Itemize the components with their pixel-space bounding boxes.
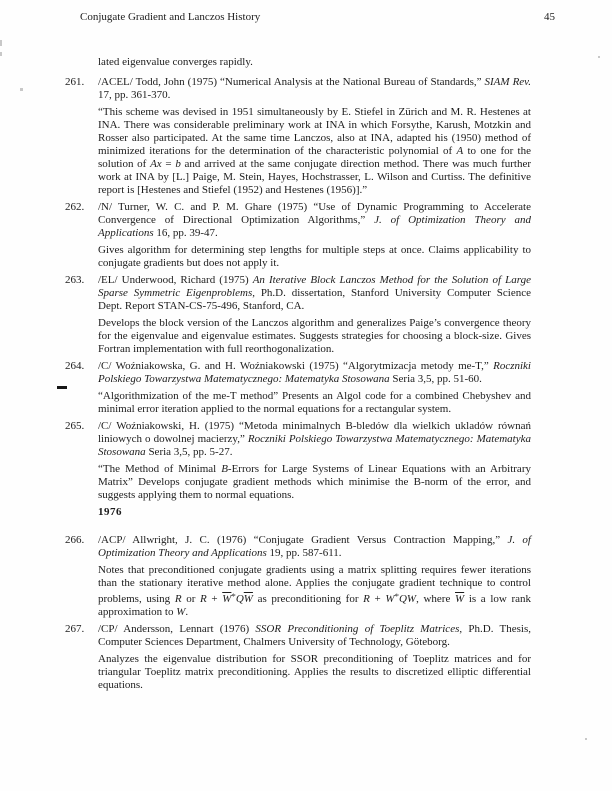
text-segment: /C/ Woźniakowska, G. and H. Woźniakowski (1975) “Algorytmizacja metody me-T,” (98, 360, 494, 372)
text-segment: 16, pp. 39-47. (153, 227, 218, 239)
text-segment: /EL/ Underwood, Richard (1975) (98, 274, 253, 286)
page-header (80, 11, 555, 24)
text-segment: 19, pp. 587-611. (266, 547, 342, 559)
text-segment: Q (235, 593, 244, 605)
entry-reference (98, 420, 531, 459)
bibliography-content (65, 56, 531, 696)
text-segment: Roczniki Polskiego Towarzystwa Matematycznego: Matematyka Stosowana (98, 433, 531, 458)
text-segment: -Errors for Large Systems of Linear Equations with an Arbitrary Matrix” Develops conjugate gradient methods which minimise the B-norm of the error, and suggests applying them to normal equations. (98, 463, 531, 501)
entry-reference (98, 623, 531, 649)
text-segment: Seria 3,5, pp. 51-60. (389, 373, 482, 385)
running-title: Conjugate Gradient and Lanczos History (80, 11, 261, 23)
text-segment: B (221, 463, 228, 475)
bibliography-sections (65, 76, 531, 692)
scan-speck (20, 88, 23, 91)
bibliography-entry (65, 76, 531, 197)
entry-number: 267. (65, 623, 85, 635)
text-segment: + (206, 593, 223, 605)
text-segment: Seria 3,5, pp. 5-27. (145, 446, 233, 458)
text-segment: Develops the block version of the Lanczos algorithm and generalizes Paige’s convergence theory for the eigenvalue and eigenvalue estimates. Suggests strategies for choosing a block-size. Gives Fortran implementation with full reorthogonalization. (98, 317, 531, 355)
text-segment: as preconditioning for (252, 593, 364, 605)
bibliography-entry (65, 623, 531, 692)
page-number: 45 (544, 11, 555, 23)
text-segment: Ax (150, 158, 162, 170)
text-segment: . (185, 606, 189, 618)
text-segment: /ACEL/ Todd, John (1975) “Numerical Analysis at the National Bureau of Standards,” (98, 76, 485, 88)
text-segment: /C/ Woźniakowski, H. (1975) “Metoda minimalnych B-bledów dla wielkich ukladów równań liniowych o dowolnej macierzy,” (98, 420, 531, 445)
bibliography-entry (65, 420, 531, 502)
entry-number: 266. (65, 534, 85, 546)
text-segment: R (363, 593, 370, 605)
entry-reference (98, 76, 531, 102)
text-segment: W (385, 593, 395, 605)
entry-reference (98, 201, 531, 240)
entry-annotation (98, 317, 531, 356)
text-segment: * (394, 591, 399, 601)
text-segment: R (200, 593, 207, 605)
bibliography-entry (65, 201, 531, 270)
bibliography-entry (65, 534, 531, 619)
text-segment: W (176, 606, 186, 618)
entry-reference (98, 274, 531, 313)
text-segment: “The Method of Minimal (98, 463, 222, 475)
scan-mark-dash (57, 386, 67, 389)
text-segment: $\overline{W}$ (222, 593, 232, 605)
scan-speck (598, 56, 600, 58)
text-segment: is a low rank approximation to (98, 593, 531, 618)
entry-number: 265. (65, 420, 85, 432)
text-segment: to one for the solution of (98, 145, 531, 170)
entry-annotation (98, 463, 531, 502)
scan-speck (0, 52, 2, 56)
text-segment: , Ph.D. dissertation, Stanford University Computer Science Dept. Report STAN-CS-75-496, Stanford, CA. (98, 287, 531, 312)
text-segment: * (231, 591, 236, 601)
entry-reference (98, 534, 531, 560)
text-segment: J. of Optimization Theory and Applications (98, 214, 531, 239)
entry-annotation (98, 106, 531, 197)
text-segment: Gives algorithm for determining step lengths for multiple steps at once. Claims applicability to conjugate gradients but does not apply it. (98, 244, 531, 269)
entry-reference (98, 360, 531, 386)
entry-annotation (98, 564, 531, 619)
text-segment: W (406, 593, 417, 605)
text-segment: , where (416, 593, 455, 605)
entry-number: 263. (65, 274, 85, 286)
bibliography-entry (65, 360, 531, 416)
text-segment: Notes that preconditioned conjugate gradients using a matrix splitting requires fewer iterations than the stationary iterative method alone. Applies the conjugate gradient technique to control problems, using (98, 564, 531, 605)
text-segment: R (174, 593, 182, 605)
scan-speck (585, 738, 587, 740)
text-segment: + (369, 593, 386, 605)
text-segment: $\overline{W}$ (243, 593, 253, 605)
entry-number: 261. (65, 76, 85, 88)
text-segment: “Algorithmization of the me-T method” Presents an Algol code for a combined Chebyshev and minimal error iteration applied to the normal equations for a rectangular system. (98, 390, 531, 415)
text-segment: /CP/ Andersson, Lennart (1976) (98, 623, 256, 635)
carryover-sentence: lated eigenvalue converges rapidly. (98, 56, 253, 68)
text-segment: /N/ Turner, W. C. and P. M. Ghare (1975) “Use of Dynamic Programming to Accelerate Convergence of Directional Optimization Algorithms,” (98, 201, 531, 226)
bibliography-entry (65, 274, 531, 356)
text-segment: Roczniki Polskiego Towarzystwa Matematycznego: Matematyka Stosowana (98, 360, 531, 385)
year-heading: 1976 (98, 506, 122, 518)
text-segment: = (161, 158, 176, 170)
entry-number: 264. (65, 360, 85, 372)
text-segment: , Ph.D. Thesis, Computer Sciences Department, Chalmers University of Technology, Göteborg. (98, 623, 531, 648)
text-segment: b (175, 158, 181, 170)
text-segment: 17, pp. 361-370. (98, 89, 171, 101)
scan-speck (0, 40, 2, 46)
text-segment: and arrived at the same conjugate direction method. There was much further work at INA by [L.] Paige, M. Stein, Hayes, Hochstrasser, L. Wilson and Curtiss. The definitive report is [Hestenes and Stiefel (1952) and Hestenes (1956)].” (98, 158, 531, 196)
text-segment: or (181, 593, 200, 605)
text-segment: A (456, 145, 464, 157)
text-segment: SSOR Preconditioning of Toeplitz Matrices (255, 623, 460, 635)
text-segment: J. of Optimization Theory and Applications (98, 534, 531, 559)
entry-number: 262. (65, 201, 85, 213)
text-segment: Analyzes the eigenvalue distribution for SSOR preconditioning of Toeplitz matrices and for triangular Toeplitz matrix preconditioning. Applies the results to discretized elliptic differential equations. (98, 653, 531, 691)
text-segment: “This scheme was devised in 1951 simultaneously by E. Stiefel in Zürich and M. R. Hestenes at INA. There was considerable preliminary work at INA in which Forsythe, Karush, Motzkin and Rosser also participated. At the same time Lanczos, also at INA, adapted his (1950) method of minimized iterations for the determination of the characteristic polynomial of (98, 106, 531, 157)
entry-annotation (98, 653, 531, 692)
text-segment: $\overline{W}$ (455, 593, 465, 605)
text-segment: /ACP/ Allwright, J. C. (1976) “Conjugate Gradient Versus Contraction Mapping,” (98, 534, 508, 546)
text-segment: An Iterative Block Lanczos Method for the Solution of Large Sparse Symmetric Eigenproblems (98, 274, 531, 299)
text-segment: SIAM Rev. (484, 76, 531, 88)
text-segment: Q (398, 593, 407, 605)
entry-annotation (98, 244, 531, 270)
entry-annotation (98, 390, 531, 416)
